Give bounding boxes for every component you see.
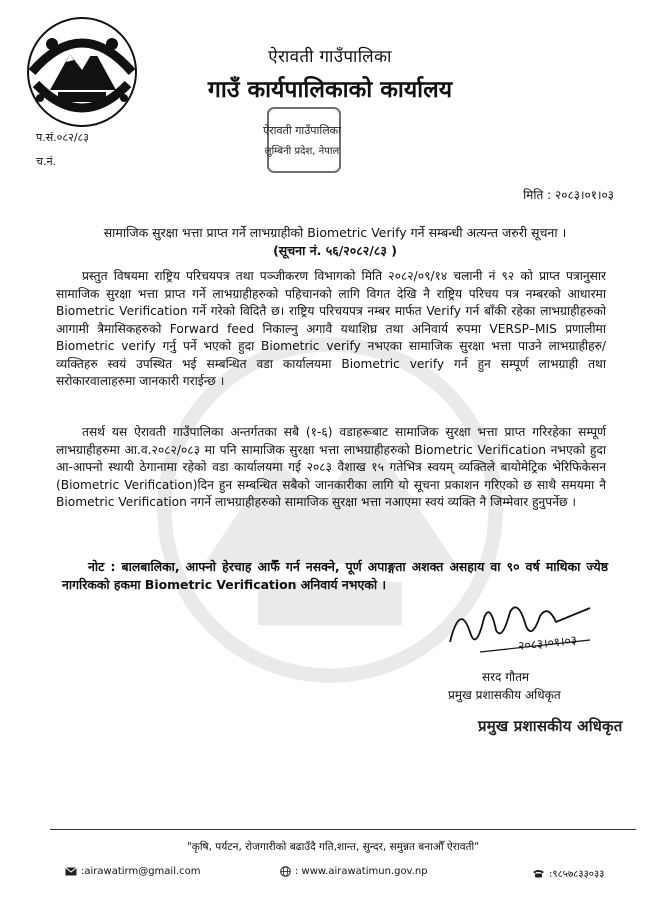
footer-slogan: "कृषि, पर्यटन, रोजगारीको बढाउँदै गति,शान्त, सुन्दर, समुन्नत बनाऔँ ऐरावती" bbox=[186, 841, 480, 853]
stamp-line-1: ऐरावती गाउँपालिका bbox=[263, 124, 341, 137]
dispatch-number: च.नं. bbox=[36, 155, 57, 168]
letter-date: मिति : २०८३।०१।०३ bbox=[523, 188, 614, 202]
notice-number: (सूचना नं. ५६/२०८२/८३ ) bbox=[273, 243, 397, 258]
office-name: गाउँ कार्यपालिकाको कार्यालय bbox=[207, 77, 453, 103]
office-stamp-icon bbox=[238, 104, 366, 176]
note-paragraph: नोट : बालबालिका, आफ्नो हेरचाह आफैँ गर्न नसक्ने, पूर्ण अपाङ्गता अशक्त असहाय वा ९० वर्ष माथिका ज्येष्ठ नागरिकको हकमा Biometric Verification अनिवार्य नभएको । bbox=[62, 559, 608, 592]
stamp-line-2: लुम्बिनी प्रदेश, नेपाल bbox=[264, 146, 340, 157]
footer-website bbox=[280, 866, 428, 877]
footer-email bbox=[65, 866, 201, 877]
body-paragraph-2: तसर्थ यस ऐरावती गाउँपालिका अन्तर्गतका सबै (१-६) वडाहरूबाट सामाजिक सुरक्षा भत्ता प्राप्त गरिरहेका सम्पूर्ण लाभग्राहीहरुमा आ.व.२०८२/०८३ मा पनि सामाजिक सुरक्षा भत्ता लाभग्राहीहरुको Biometric Verification नभएको हुदा आ-आफ्नो स्थायी ठेगानामा रहेको वडा कार्यालयमा गई २०८३ वैशाख १५ गतेभित्र स्वयम् व्यक्तिले बायोमेट्रिक भेरिफिकेसन (Biometric Verification)दिन हुन सम्बन्धित सबैको जानकारीका लागि यो सूचना प्रकाशन गरिएको छ साथै समयमा नै Biometric Verification नगर्ने लाभग्राहीहरुको सामाजिक सुरक्षा भत्ता नआएमा स्वयं व्यक्ति नै जिम्मेवार हुनुपर्नेछ । bbox=[56, 425, 606, 509]
government-emblem-icon bbox=[22, 14, 142, 132]
body-paragraph-1: प्रस्तुत विषयमा राष्ट्रिय परिचयपत्र तथा पञ्जीकरण विभागको मिति २०८२/०९/१४ चलानी नं ९२ को प्राप्त पत्रानुसार सामाजिक सुरक्षा भत्ता प्राप्त गर्ने लाभग्राहीहरुको पहिचानको लागि विगत देखि नै राष्ट्रिय परिचय पत्र नम्बरको आधारमा Biometric Verification गर्ने गरेको विदितै छ। राष्ट्रिय परिचयपत्र नम्बर मार्फत Verify गर्न बाँकी रहेका लाभग्राहीहरुको आगामी त्रैमासिकहरुको Forward feed निकाल्नु अगावै यथाशिघ्र तथा अनिवार्य रुपमा VERSP–MIS प्रणालीमा Biometric verify गर्नु पर्ने भएको हुदा Biometric verify नभएका सामाजिक सुरक्षा भत्ता पाउने लाभग्राहीहरु/व्यक्तिहरु स्वयं उपस्थित भई सम्बन्धित वडा कार्यालयमा Biometric verify गर्न हुन सम्पूर्ण लाभग्राही तथा सरोकारवालाहरुमा जानकारी गराईन्छ । bbox=[56, 269, 606, 388]
phone-icon bbox=[532, 869, 545, 878]
website-text: : www.airawatimun.gov.np bbox=[295, 866, 428, 877]
municipality-name: ऐरावती गाउँपालिका bbox=[268, 47, 392, 67]
email-icon bbox=[65, 867, 77, 876]
footer-divider bbox=[50, 829, 636, 830]
subject-line: सामाजिक सुरक्षा भत्ता प्राप्त गर्ने लाभग्राहीको Biometric Verify गर्ने सम्बन्धी अत्यन्त जरुरी सूचना । bbox=[103, 225, 567, 240]
signer-name: सरद गौतम bbox=[482, 670, 530, 684]
phone-text: :९८५७८३३०३३ bbox=[549, 869, 605, 880]
reference-number: प.सं.०८२/८३ bbox=[36, 131, 89, 144]
signer-title: प्रमुख प्रशासकीय अधिकृत bbox=[448, 688, 561, 702]
globe-icon bbox=[280, 866, 291, 877]
signature-icon bbox=[440, 582, 610, 672]
footer-phone bbox=[532, 866, 604, 880]
signature-date: २०८३।०१।०३ bbox=[517, 632, 578, 654]
email-text: :airawatirm@gmail.com bbox=[81, 866, 201, 877]
designation-stamp: प्रमुख प्रशासकीय अधिकृत bbox=[478, 717, 623, 735]
